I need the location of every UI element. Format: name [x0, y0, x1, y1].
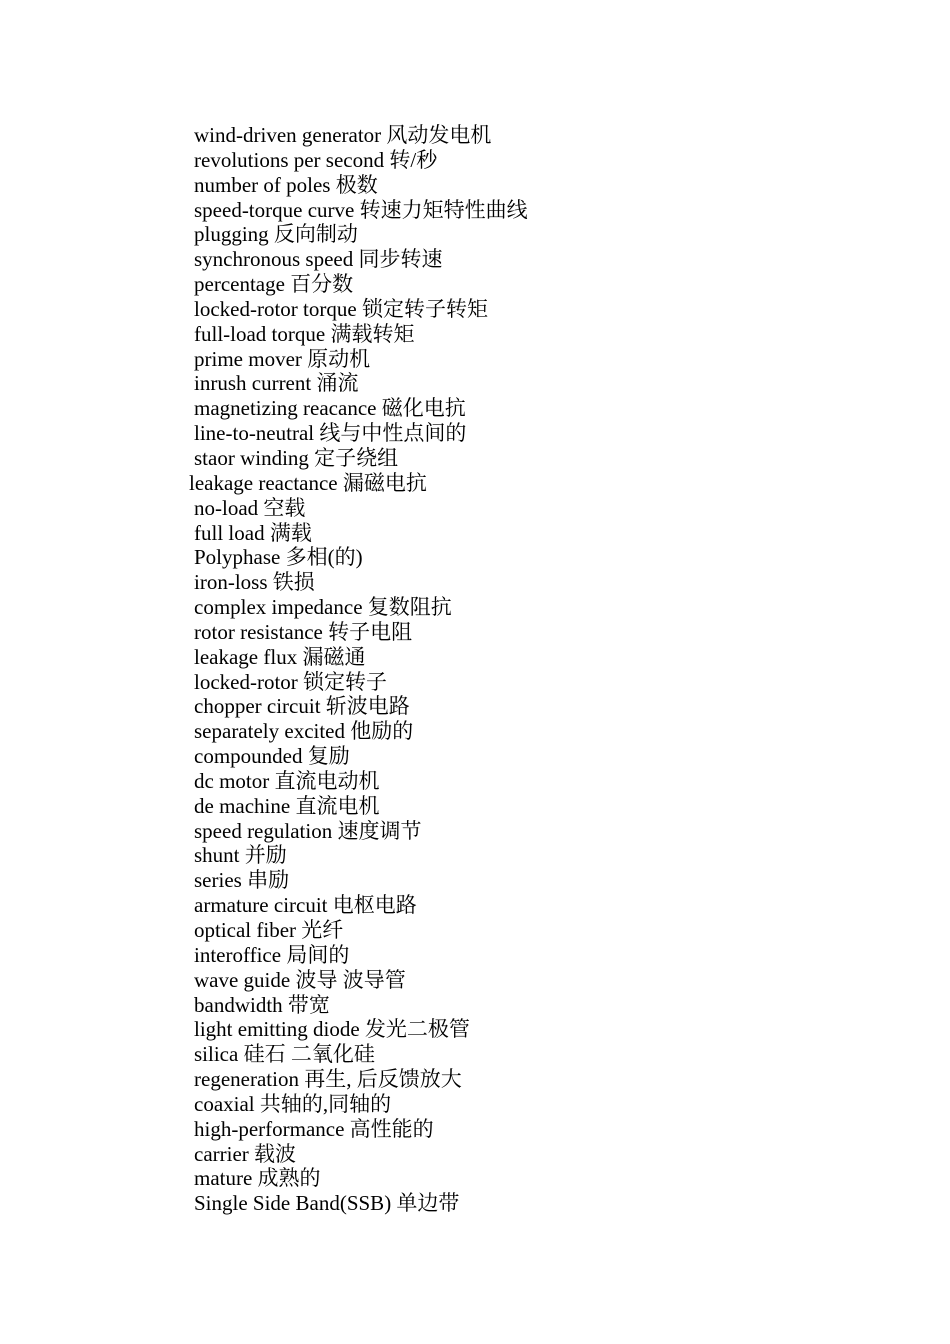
- glossary-entry: staor winding 定子绕组: [194, 445, 399, 470]
- glossary-entry: complex impedance 复数阻抗: [194, 595, 452, 620]
- glossary-entry: magnetizing reacance 磁化电抗: [194, 396, 466, 421]
- glossary-entry: revolutions per second 转/秒: [194, 147, 438, 172]
- glossary-entry: full load 满载: [194, 520, 312, 545]
- glossary-entry: no-load 空载: [194, 495, 306, 520]
- glossary-entry: inrush current 涌流: [194, 371, 359, 396]
- glossary-entry: chopper circuit 斩波电路: [194, 694, 410, 719]
- glossary-entry: locked-rotor torque 锁定转子转矩: [194, 296, 488, 321]
- glossary-entry: leakage reactance 漏磁电抗: [189, 470, 427, 495]
- glossary-entry: coaxial 共轴的,同轴的: [194, 1091, 392, 1116]
- glossary-entry: interoffice 局间的: [194, 942, 350, 967]
- glossary-entry: synchronous speed 同步转速: [194, 247, 443, 272]
- glossary-entry: Polyphase 多相(的): [194, 545, 363, 570]
- glossary-entry: line-to-neutral 线与中性点间的: [194, 421, 467, 446]
- glossary-entry: iron-loss 铁损: [194, 570, 315, 595]
- glossary-entry: optical fiber 光纤: [194, 918, 344, 942]
- glossary-entry: series 串励: [194, 868, 290, 893]
- glossary-entry: high-performance 高性能的: [194, 1116, 434, 1141]
- glossary-entry: dc motor 直流电动机: [194, 768, 380, 793]
- glossary-entry: number of poles 极数: [194, 172, 378, 197]
- glossary-entry: compounded 复励: [194, 744, 350, 769]
- glossary-entry: carrier 载波: [194, 1141, 297, 1166]
- glossary-entry: locked-rotor 锁定转子: [194, 669, 388, 694]
- glossary-entry: light emitting diode 发光二极管: [194, 1017, 470, 1042]
- glossary-entry: plugging 反向制动: [194, 222, 358, 247]
- glossary-entry: Single Side Band(SSB) 单边带: [194, 1191, 460, 1216]
- glossary-list: [189, 123, 528, 1216]
- glossary-entry: rotor resistance 转子电阻: [194, 619, 413, 644]
- glossary-entry: full-load torque 满载转矩: [194, 321, 415, 346]
- glossary-entry: percentage 百分数: [194, 272, 354, 297]
- glossary-entry: separately excited 他励的: [194, 719, 414, 744]
- glossary-entry: wave guide 波导 波导管: [194, 967, 406, 992]
- glossary-entry: de machine 直流电机: [194, 793, 380, 818]
- glossary-entry: speed-torque curve 转速力矩特性曲线: [194, 197, 528, 222]
- glossary-entry: armature circuit 电枢电路: [194, 893, 417, 918]
- glossary-entry: wind-driven generator 风动发电机: [194, 123, 492, 147]
- glossary-entry: regeneration 再生, 后反馈放大: [194, 1067, 462, 1092]
- glossary-entry: speed regulation 速度调节: [194, 818, 422, 843]
- glossary-entry: silica 硅石 二氧化硅: [194, 1042, 375, 1067]
- glossary-entry: shunt 并励: [194, 843, 287, 868]
- glossary-entry: prime mover 原动机: [194, 346, 371, 371]
- glossary-entry: leakage flux 漏磁通: [194, 644, 366, 669]
- glossary-entry: bandwidth 带宽: [194, 992, 330, 1017]
- glossary-entry: mature 成熟的: [194, 1166, 321, 1191]
